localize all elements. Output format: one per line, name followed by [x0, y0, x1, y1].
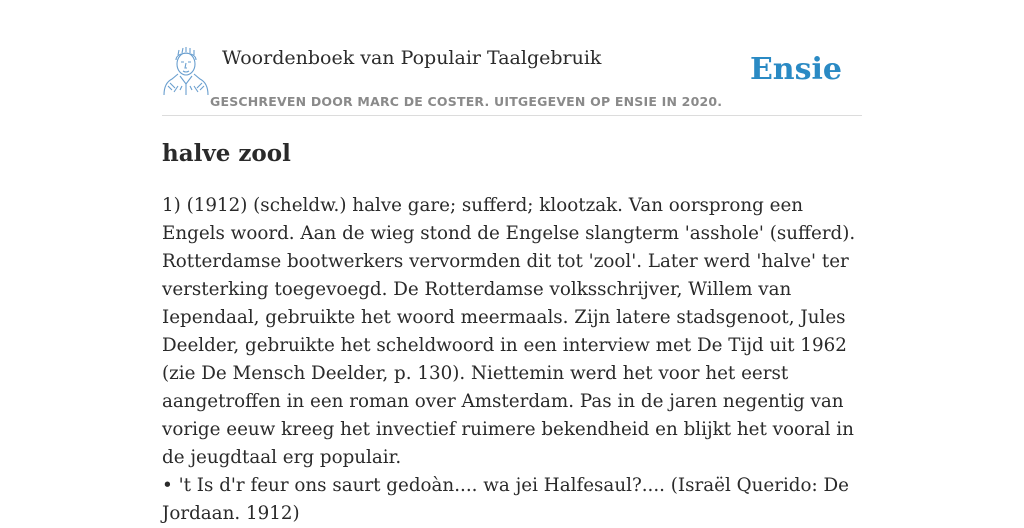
entry-header [162, 40, 862, 116]
author-portrait-svg [162, 46, 210, 96]
entry-term: halve zool [162, 140, 291, 167]
author-portrait-icon[interactable] [162, 46, 210, 96]
ensie-logo-link[interactable]: Ensie [749, 52, 842, 87]
book-title[interactable]: Woordenboek van Populair Taalgebruik [222, 47, 602, 69]
entry-quote: • 't Is d'r feur ons saurt gedoàn.... wa jei Halfesaul?.... (Israël Querido: De Jordaan. 1912) [162, 475, 849, 524]
entry-definition: 1) (1912) (scheldw.) halve gare; sufferd; klootzak. Van oorsprong een Engels woord. Aan de wieg stond de Engelse slangterm 'asshole' (sufferd). Rotterdamse bootwerkers vervormden dit tot 'zool'. Later werd 'halve' ter versterking toegevoegd. De Rotterdamse volksschrijver, Willem van Iependaal, gebruikte het woord meermaals. Zijn latere stadsgenoot, Jules Deelder, gebruikte het scheldwoord in een interview met De Tijd uit 1962 (zie De Mensch Deelder, p. 130). Niettemin werd het voor het eerst aangetroffen in een roman over Amsterdam. Pas in de jaren negentig van vorige eeuw kreeg het invectief ruimere bekendheid en blijkt het vooral in de jeugdtaal erg populair. [162, 195, 856, 468]
byline: GESCHREVEN DOOR MARC DE COSTER. UITGEGEVEN OP ENSIE IN 2020. [210, 94, 723, 109]
